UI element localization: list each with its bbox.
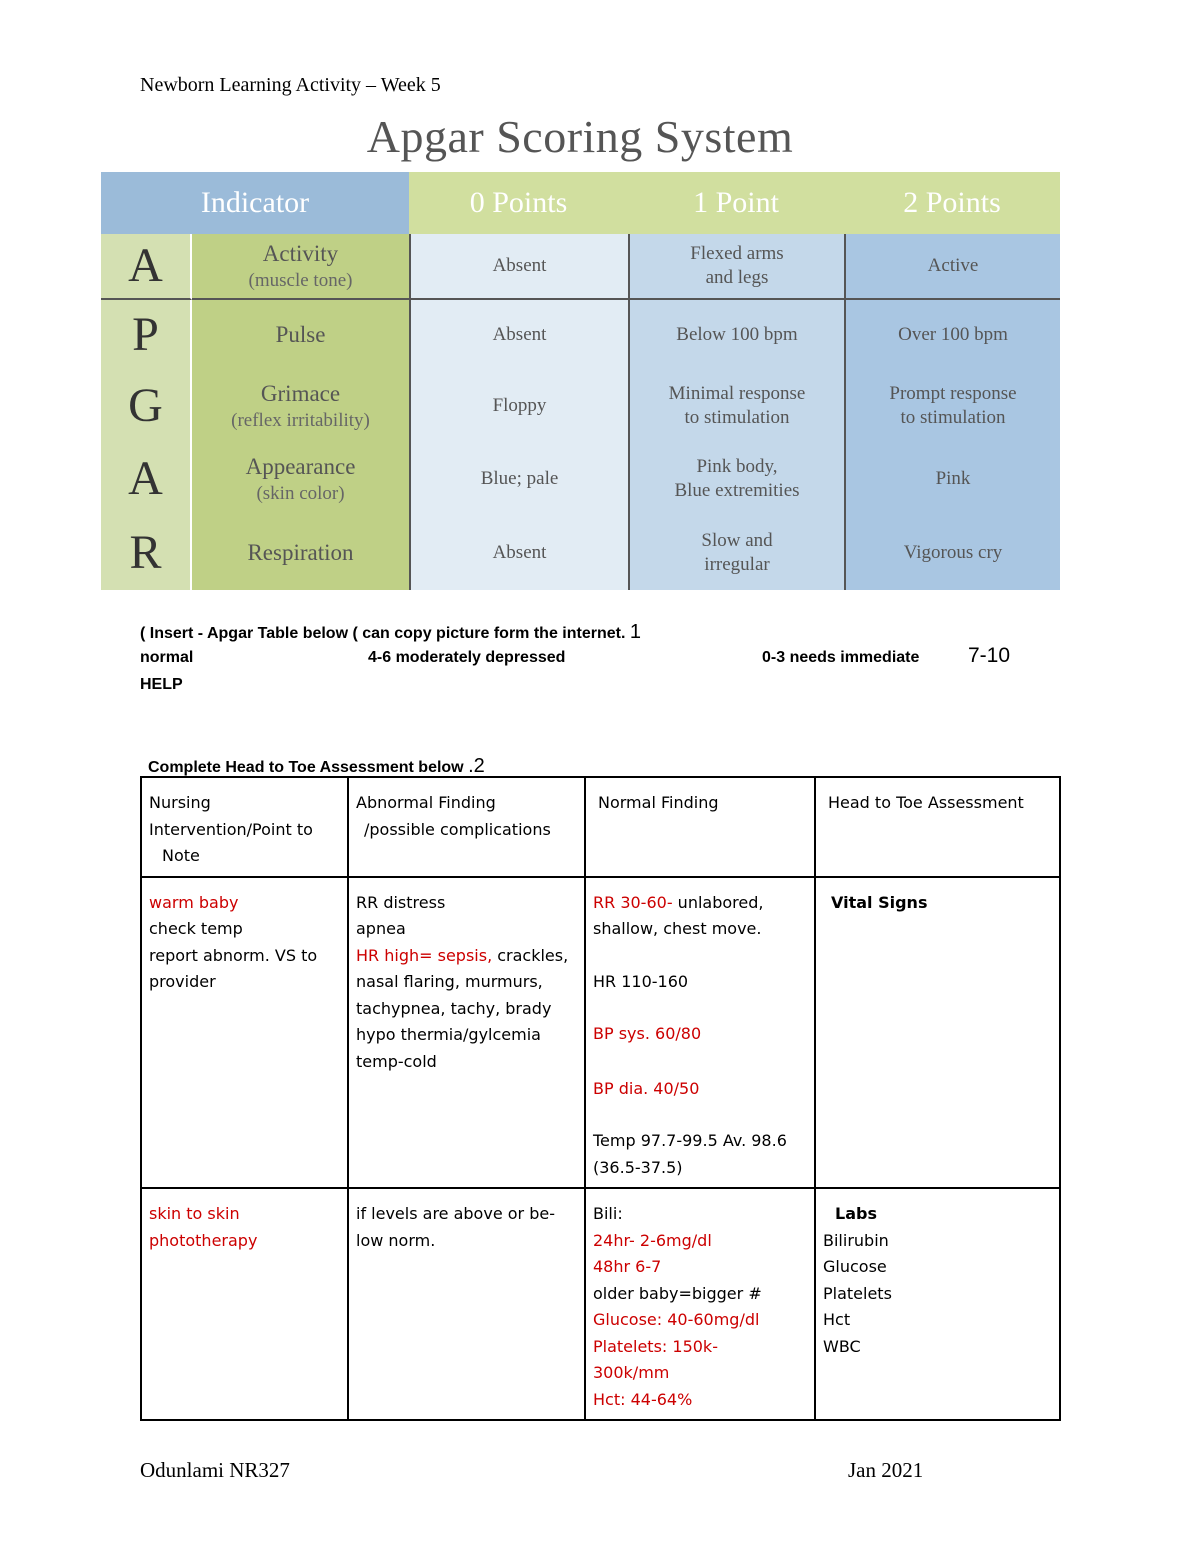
apgar-cell-2: Pink (844, 442, 1060, 516)
cell-line: to stimulation (900, 407, 1006, 428)
vitals-abnormal: RR distress apnea HR high= sepsis, crackles, nasal flaring, murmurs, tachypnea, tachy, brady hypo thermia/gylcemia temp-cold (348, 877, 585, 1189)
indicator-name: Respiration (247, 539, 354, 565)
apgar-cell-0: Absent (409, 300, 628, 370)
apgar-title: Apgar Scoring System (366, 111, 794, 162)
table-row-vital-signs (141, 877, 1060, 1189)
footer-date: Jan 2021 (848, 1458, 924, 1482)
apgar-cell-1 (628, 516, 844, 590)
indicator-name: Pulse (275, 321, 326, 347)
insert-instruction: ( Insert - Apgar Table below ( can copy picture form the internet. 1 (140, 621, 641, 643)
apgar-header-2-points: 2 Points (844, 172, 1060, 234)
labs-label: Labs (835, 1204, 877, 1223)
apgar-indicator (192, 516, 409, 590)
lab-item: WBC (823, 1336, 861, 1356)
apgar-cell-1: Below 100 bpm (628, 300, 844, 370)
footer-author: Odunlami NR327 (140, 1458, 290, 1482)
labs-normal: Bili: 24hr- 2-6mg/dl 48hr 6-7 older baby=bigger # Glucose: 40-60mg/dl Platelets: 150k- 300k/mm Hct: 44-64% (585, 1188, 815, 1420)
cell-line: Minimal response (668, 383, 806, 405)
header-abnormal: Abnormal Finding /possible complications (348, 777, 585, 877)
cell-line: and legs (705, 267, 769, 288)
apgar-indicator (192, 370, 409, 442)
indicator-name: Appearance (245, 453, 356, 479)
head-to-toe-table (140, 776, 1061, 1421)
lab-item: Glucose (823, 1257, 887, 1276)
apgar-cell-0: Floppy (409, 370, 628, 442)
table-header-row (141, 777, 1060, 877)
cell-line: irregular (704, 554, 770, 575)
indicator-sub: (muscle tone) (248, 269, 353, 291)
apgar-cell-0: Absent (409, 234, 628, 300)
apgar-cell-2: Over 100 bpm (844, 300, 1060, 370)
apgar-header-indicator: Indicator (101, 172, 409, 234)
cell-line: to stimulation (684, 407, 790, 428)
header-head-to-toe: Head to Toe Assessment (815, 777, 1060, 877)
apgar-cell-1 (628, 370, 844, 442)
score-immediate: 0-3 needs immediate (762, 649, 920, 666)
lab-item: Bilirubin (823, 1230, 889, 1250)
labs-label-cell (815, 1188, 1060, 1420)
indicator-name: Grimace (260, 380, 341, 406)
apgar-cell-1 (628, 234, 844, 300)
indicator-name: Activity (262, 240, 339, 266)
apgar-header-1-point: 1 Point (628, 172, 844, 234)
apgar-cell-0: Absent (409, 516, 628, 590)
cell-line: Blue extremities (674, 480, 800, 501)
apgar-cell-2: Vigorous cry (844, 516, 1060, 590)
vitals-normal: RR 30-60- unlabored, shallow, chest move. HR 110-160 BP sys. 60/80 BP dia. 40/50 Temp 97.7-99.5 Av. 98.6 (36.5-37.5) (585, 877, 815, 1189)
apgar-letter: A (101, 442, 192, 516)
apgar-table (101, 172, 1060, 590)
apgar-header-0-points: 0 Points (409, 172, 628, 234)
apgar-letter: A (101, 234, 192, 300)
score-normal-range: 7-10 (968, 644, 1011, 667)
cell-line: Slow and (701, 530, 773, 552)
score-help: HELP (140, 676, 183, 693)
apgar-letter: R (101, 516, 192, 590)
labs-intervention: skin to skin phototherapy (141, 1188, 348, 1420)
complete-instruction: Complete Head to Toe Assessment below .2 (148, 755, 485, 777)
header-intervention: Nursing Intervention/Point to Note (141, 777, 348, 877)
score-moderate: 4-6 moderately depressed (368, 649, 566, 666)
vital-signs-label: Vital Signs (831, 892, 928, 912)
score-normal: normal (140, 649, 194, 666)
apgar-cell-0: Blue; pale (409, 442, 628, 516)
apgar-indicator (192, 234, 409, 300)
indicator-sub: (reflex irritability) (231, 409, 370, 431)
cell-line: Pink body, (696, 456, 778, 478)
vitals-intervention: warm baby check temp report abnorm. VS to provider (141, 877, 348, 1189)
apgar-indicator (192, 442, 409, 516)
apgar-cell-2: Active (844, 234, 1060, 300)
lab-item: Platelets (823, 1283, 892, 1303)
lab-item: Hct (823, 1310, 851, 1329)
document-header: Newborn Learning Activity – Week 5 (140, 74, 441, 96)
apgar-cell-1 (628, 442, 844, 516)
cell-line: Prompt response (889, 383, 1017, 405)
indicator-sub: (skin color) (256, 482, 345, 504)
table-row-labs (141, 1188, 1060, 1420)
apgar-letter: G (101, 370, 192, 442)
vitals-label-cell (815, 877, 1060, 1189)
apgar-letter: P (101, 300, 192, 370)
header-normal: Normal Finding (585, 777, 815, 877)
cell-line: Flexed arms (690, 243, 784, 265)
labs-abnormal: if levels are above or be- low norm. (348, 1188, 585, 1420)
apgar-indicator (192, 300, 409, 370)
apgar-cell-2 (844, 370, 1060, 442)
